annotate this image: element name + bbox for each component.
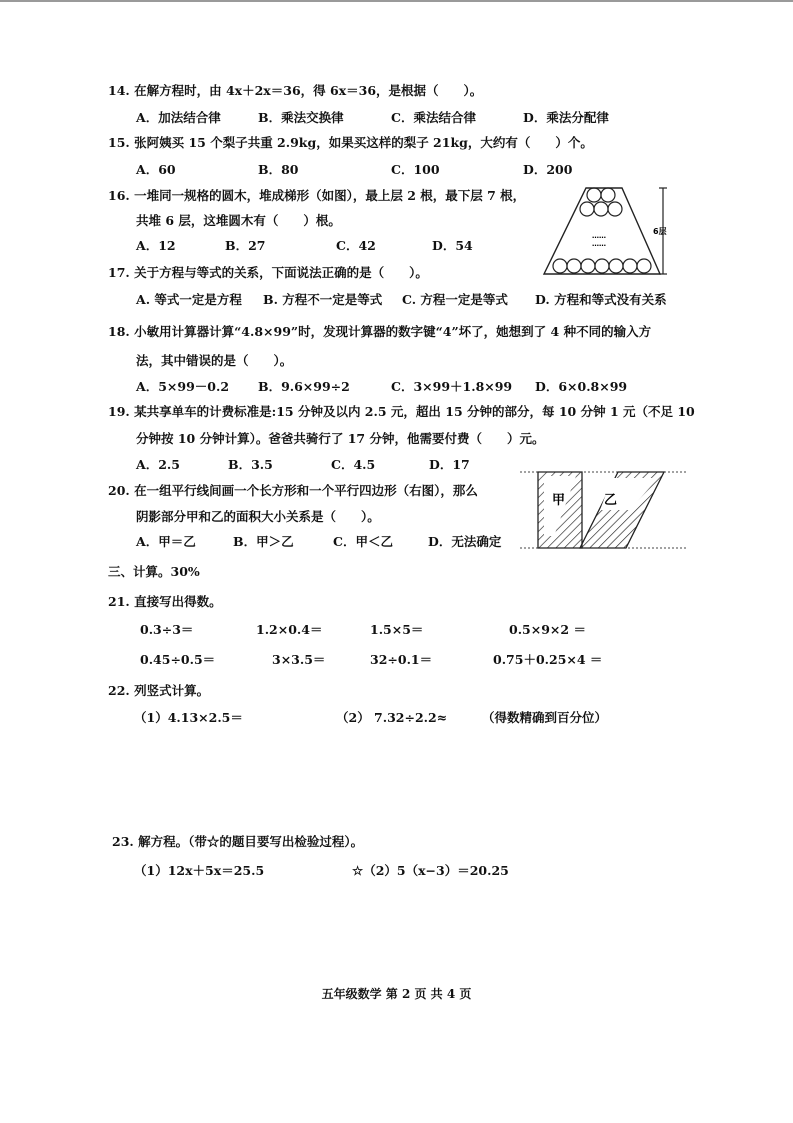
q17-option-c: C. 方程一定是等式: [402, 292, 508, 307]
q14-option-d: D．乘法分配律: [523, 110, 609, 125]
q19-stem-line1: 19. 某共享单车的计费标准是:15 分钟及以内 2.5 元，超出 15 分钟的部分，每 10 分钟 1 元（不足 10: [108, 404, 695, 419]
q16-stem-line2: 共堆 6 层，这堆圆木有（ ）根。: [136, 213, 341, 228]
log-pile-trapezoid-figure: [536, 180, 676, 278]
q21-item-8: 0.75＋0.25×4 ＝: [493, 652, 603, 667]
q23-item-1: （1）12x＋5x＝25.5: [134, 863, 265, 878]
log-pile-dots-upper: ……: [592, 232, 606, 240]
q22-item-2-note: （得数精确到百分位）: [482, 710, 608, 725]
q17-option-b: B. 方程不一定是等式: [263, 292, 383, 307]
shaded-area-jia-label: 甲: [552, 493, 566, 508]
scan-top-edge: [0, 0, 793, 2]
q20-option-a: A．甲＝乙: [136, 534, 196, 549]
q14-option-a: A．加法结合律: [136, 110, 221, 125]
q16-option-c: C．42: [336, 238, 376, 253]
q20-stem-line1: 20. 在一组平行线间画一个长方形和一个平行四边形（右图），那么: [108, 483, 478, 498]
q20-option-d: D．无法确定: [428, 534, 502, 549]
q21-item-2: 1.2×0.4＝: [256, 622, 323, 637]
q18-stem-line1: 18. 小敏用计算器计算“4.8×99”时，发现计算器的数字键“4”坏了，她想到了 4 种不同的输入方: [108, 324, 652, 339]
q14-option-b: B．乘法交换律: [258, 110, 344, 125]
q21-item-4: 0.5×9×2 ＝: [509, 622, 586, 637]
log-pile-dots-lower: ……: [592, 240, 606, 248]
q22-item-1: （1）4.13×2.5＝: [134, 710, 243, 725]
q16-option-a: A．12: [136, 238, 176, 253]
q15-option-d: D．200: [523, 162, 573, 177]
q16-stem-line1: 16. 一堆同一规格的圆木，堆成梯形（如图），最上层 2 根，最下层 7 根，: [108, 188, 526, 203]
q23-item-2: ☆（2）5（x−3）＝20.25: [352, 863, 509, 878]
parallel-lines-shaded-figure: [514, 462, 690, 556]
q15-stem: 15. 张阿姨买 15 个梨子共重 2.9kg，如果买这样的梨子 21kg，大约有（ ）个。: [108, 135, 593, 150]
q21-item-1: 0.3÷3＝: [140, 622, 194, 637]
q19-option-a: A．2.5: [136, 457, 180, 472]
q19-option-b: B．3.5: [228, 457, 273, 472]
section-3-title: 三、计算。30%: [108, 564, 200, 579]
q19-option-d: D．17: [429, 457, 470, 472]
q21-item-3: 1.5×5＝: [370, 622, 424, 637]
q19-option-c: C．4.5: [331, 457, 376, 472]
q15-option-a: A．60: [136, 162, 176, 177]
q20-option-b: B．甲＞乙: [233, 534, 294, 549]
q21-item-6: 3×3.5＝: [272, 652, 326, 667]
q14-option-c: C．乘法结合律: [391, 110, 476, 125]
q18-option-a: A．5×99－0.2: [136, 379, 230, 394]
shaded-area-yi-label: 乙: [604, 493, 618, 508]
layer-count-label: 6层: [653, 227, 667, 236]
q21-item-5: 0.45÷0.5＝: [140, 652, 216, 667]
q17-stem: 17. 关于方程与等式的关系，下面说法正确的是（ ）。: [108, 265, 428, 280]
q22-stem: 22. 列竖式计算。: [108, 683, 210, 698]
q15-option-c: C．100: [391, 162, 440, 177]
q17-option-d: D. 方程和等式没有关系: [535, 292, 667, 307]
q16-option-b: B．27: [225, 238, 266, 253]
q18-option-b: B．9.6×99÷2: [258, 379, 350, 394]
q15-option-b: B．80: [258, 162, 299, 177]
q19-stem-line2: 分钟按 10 分钟计算）。爸爸共骑行了 17 分钟，他需要付费（ ）元。: [136, 431, 545, 446]
q18-option-c: C．3×99＋1.8×99: [391, 379, 513, 394]
q23-stem: 23. 解方程。（带☆的题目要写出检验过程）。: [112, 834, 364, 849]
q16-option-d: D．54: [432, 238, 473, 253]
q18-option-d: D．6×0.8×99: [535, 379, 628, 394]
q17-option-a: A. 等式一定是方程: [136, 292, 242, 307]
q21-stem: 21. 直接写出得数。: [108, 594, 222, 609]
page-footer: 五年级数学 第 2 页 共 4 页: [321, 987, 472, 1001]
q21-item-7: 32÷0.1＝: [370, 652, 433, 667]
q22-item-2: （2） 7.32÷2.2≈: [336, 710, 448, 725]
q20-stem-line2: 阴影部分甲和乙的面积大小关系是（ ）。: [136, 509, 380, 524]
q18-stem-line2: 法，其中错误的是（ ）。: [136, 353, 293, 368]
q20-option-c: C．甲＜乙: [333, 534, 393, 549]
q14-stem: 14. 在解方程时，由 4x＋2x＝36，得 6x＝36，是根据（ ）。: [108, 83, 483, 98]
